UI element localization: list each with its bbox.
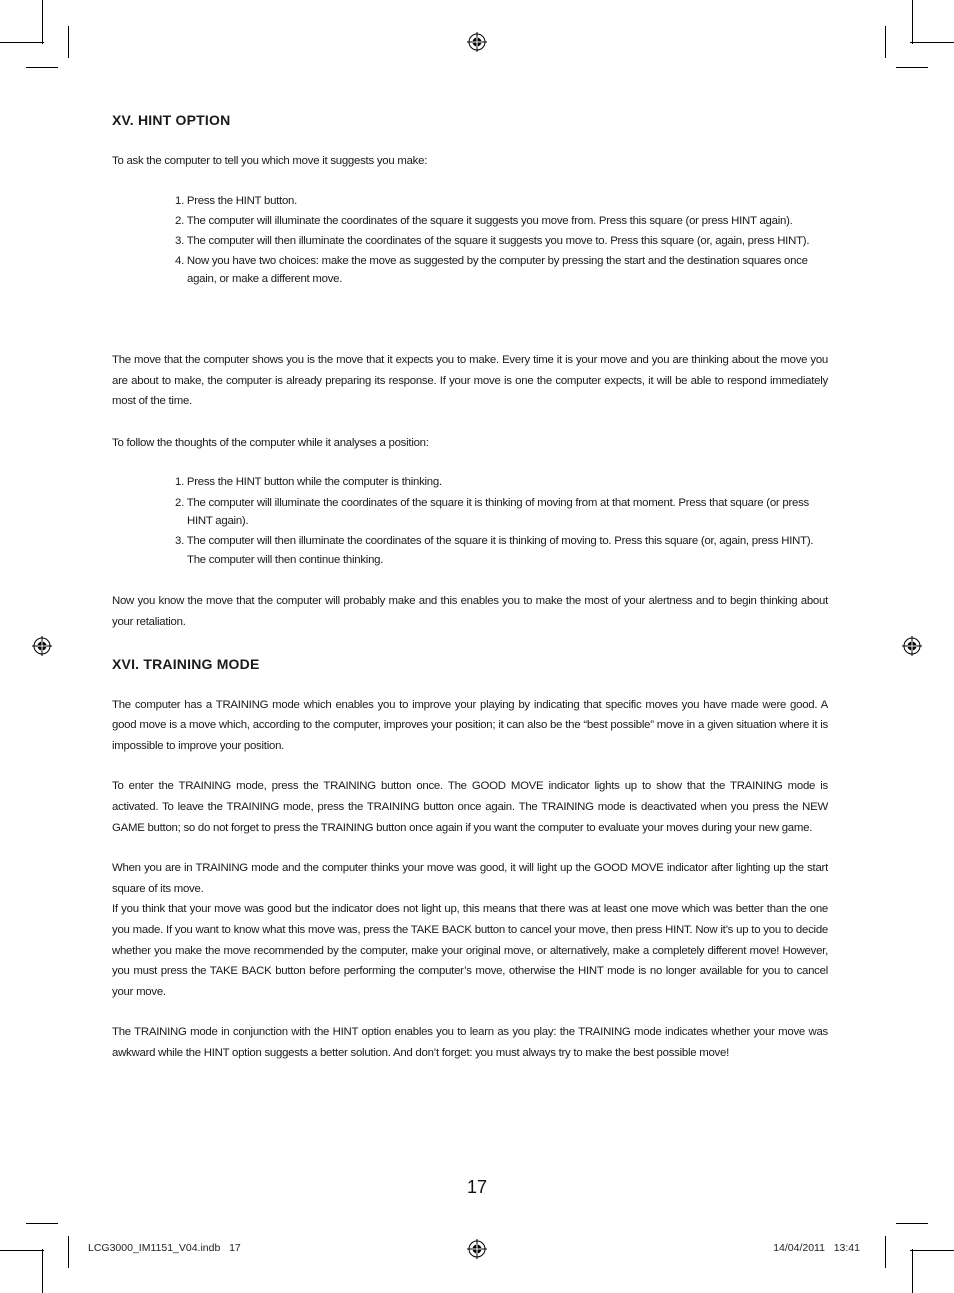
follow-thoughts-intro: To follow the thoughts of the computer while it analyses a position: [112, 436, 429, 449]
file-slug: LCG3000_IM1151_V04.indb 17 [88, 1242, 241, 1254]
registration-target-icon [467, 1239, 487, 1259]
list-item: 3. The computer will then illuminate the coordinates of the square it suggests you move to. Press this square (or, again, press HINT). [175, 234, 810, 247]
training-paragraph: The computer has a TRAINING mode which enables you to improve your playing by indicating that specific moves you have made were good. A good move is a move which, according to the computer, improves your position; it can also be the “best possible” move in a given situation where it is impossible to improve your position. [112, 698, 828, 752]
section-heading-training-mode: XVI. TRAINING MODE [112, 655, 260, 672]
registration-target-icon [32, 636, 52, 656]
hint-explanation: The move that the computer shows you is the move that it expects you to make. Every time it is your move and you are thinking about the move you are about to make, the computer is already preparing its response. If your move is one the computer expects, it will be able to respond immediately most of the time. [112, 354, 828, 408]
training-paragraph: When you are in TRAINING mode and the computer thinks your move was good, it will light up the GOOD MOVE indicator after lighting up the start square of its move. [112, 862, 828, 895]
list-item: 4. Now you have two choices: make the move as suggested by the computer by pressing the start and the destination squares once again, or make a different move. [175, 254, 808, 286]
page-content [112, 110, 828, 1064]
training-paragraph: The TRAINING mode in conjunction with the HINT option enables you to learn as you play: the TRAINING mode indicates whether your move was awkward while the HINT option suggests a better solution. And don’t forget: you must always try to make the best possible move! [112, 1026, 828, 1059]
date-slug: 14/04/2011 13:41 [773, 1242, 860, 1254]
registration-target-icon [902, 636, 922, 656]
list-item: 1. Press the HINT button while the computer is thinking. [175, 476, 442, 489]
section-heading-hint-option: XV. HINT OPTION [112, 112, 231, 128]
follow-thoughts-steps-list [112, 473, 828, 569]
registration-target-icon [467, 32, 487, 52]
list-item: 1. Press the HINT button. [175, 194, 298, 207]
hint-intro: To ask the computer to tell you which move it suggests you make: [112, 155, 428, 167]
training-paragraph: If you think that your move was good but the indicator does not light up, this means that there was at least one move which was better than the one you made. If you want to know what this move was, press the TAKE BACK button to cancel your move, then press HINT. Now it’s up to you to decide whether you make the move recommended by the computer, make your original move, or alternatively, make a completely different move! However, you must press the TAKE BACK button before performing the computer’s move, otherwise the HINT mode is no longer available for you to cancel your move. [112, 903, 828, 998]
hint-steps-list [112, 192, 828, 289]
list-item: 3. The computer will then illuminate the coordinates of the square it is thinking of moving to. Press this square (or, again, press HINT). The computer will then continue thinking. [175, 535, 814, 566]
list-item: 2. The computer will illuminate the coordinates of the square it suggests you move from. Press this square (or press HINT again). [175, 214, 793, 227]
page-number: 17 [466, 1177, 488, 1197]
training-paragraph: To enter the TRAINING mode, press the TRAINING button once. The GOOD MOVE indicator lights up to show that the TRAINING mode is activated. To leave the TRAINING mode, press the TRAINING button once again. The TRAINING mode is deactivated when you press the NEW GAME button; so do not forget to press the TRAINING button once again if you want the computer to evaluate your moves during your new game. [112, 780, 828, 834]
list-item: 2. The computer will illuminate the coordinates of the square it is thinking of moving from at that moment. Press that square (or press HINT again). [175, 496, 809, 528]
hint-conclusion: Now you know the move that the computer will probably make and this enables you to make the most of your alertness and to begin thinking about your retaliation. [112, 595, 828, 628]
